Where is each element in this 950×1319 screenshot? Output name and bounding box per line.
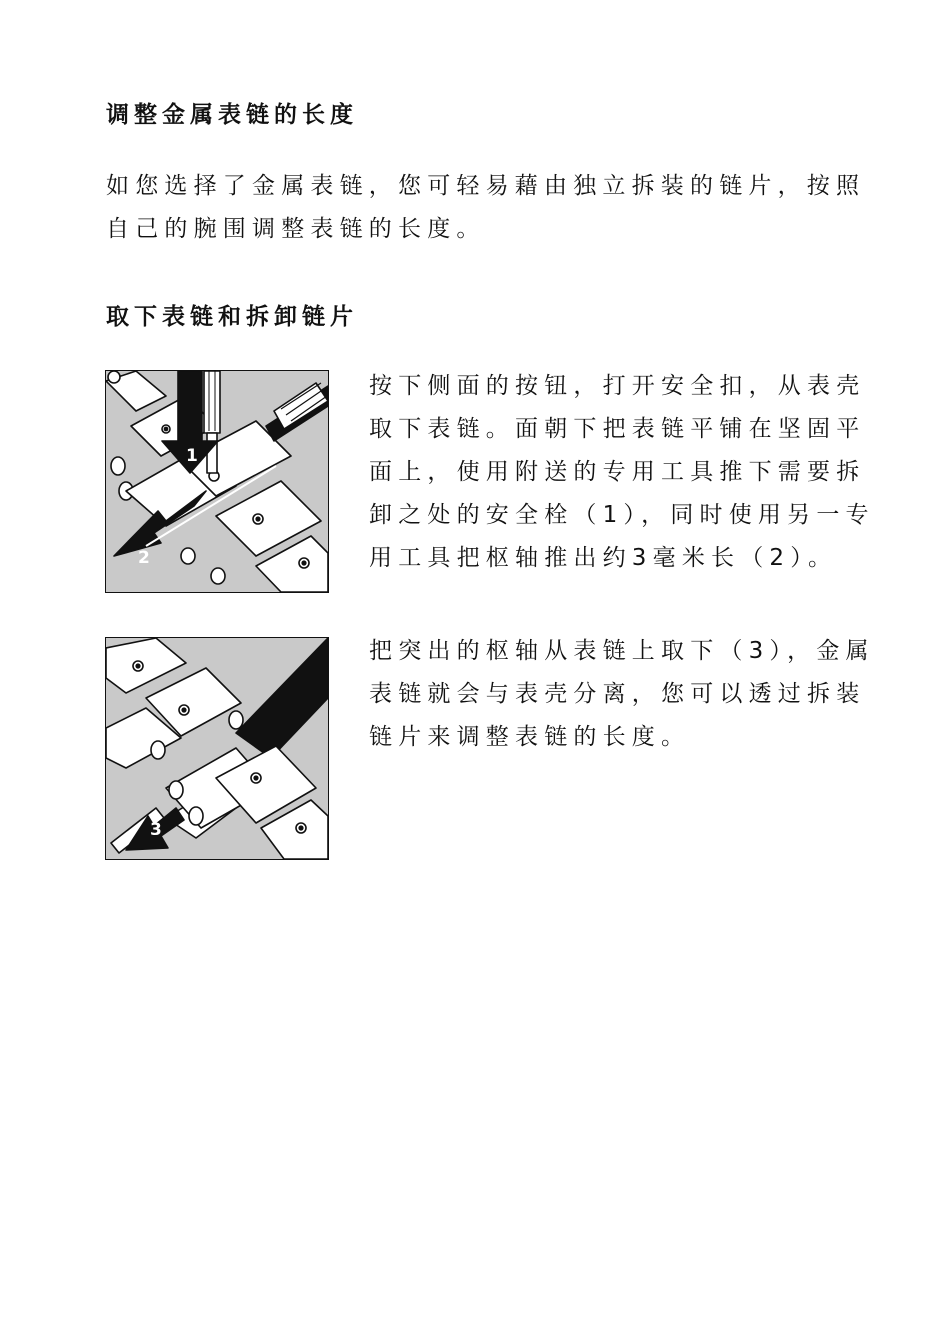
section-heading-remove-bracelet: 取下表链和拆卸链片 [106, 304, 358, 330]
callout-1: 1 [186, 446, 198, 466]
callout-2: 2 [138, 548, 150, 568]
illustration-push-pin [105, 370, 329, 593]
illustration-remove-pin [105, 637, 329, 860]
step1-paragraph: 按下侧面的按钮，打开安全扣，从表壳取下表链。面朝下把表链平铺在坚固平面上，使用附送的专用工具推下需要拆卸之处的安全栓（1），同时使用另一专用工具把枢轴推出约3毫米长（2）。 [369, 373, 875, 571]
section-heading-adjust-length: 调整金属表链的长度 [106, 102, 358, 128]
step2-paragraph: 把突出的枢轴从表链上取下（3），金属表链就会与表壳分离，您可以透过拆装链片来调整表链的长度。 [369, 638, 875, 750]
callout-3: 3 [150, 820, 162, 840]
intro-paragraph: 如您选择了金属表链，您可轻易藉由独立拆装的链片，按照自己的腕围调整表链的长度。 [106, 173, 866, 242]
